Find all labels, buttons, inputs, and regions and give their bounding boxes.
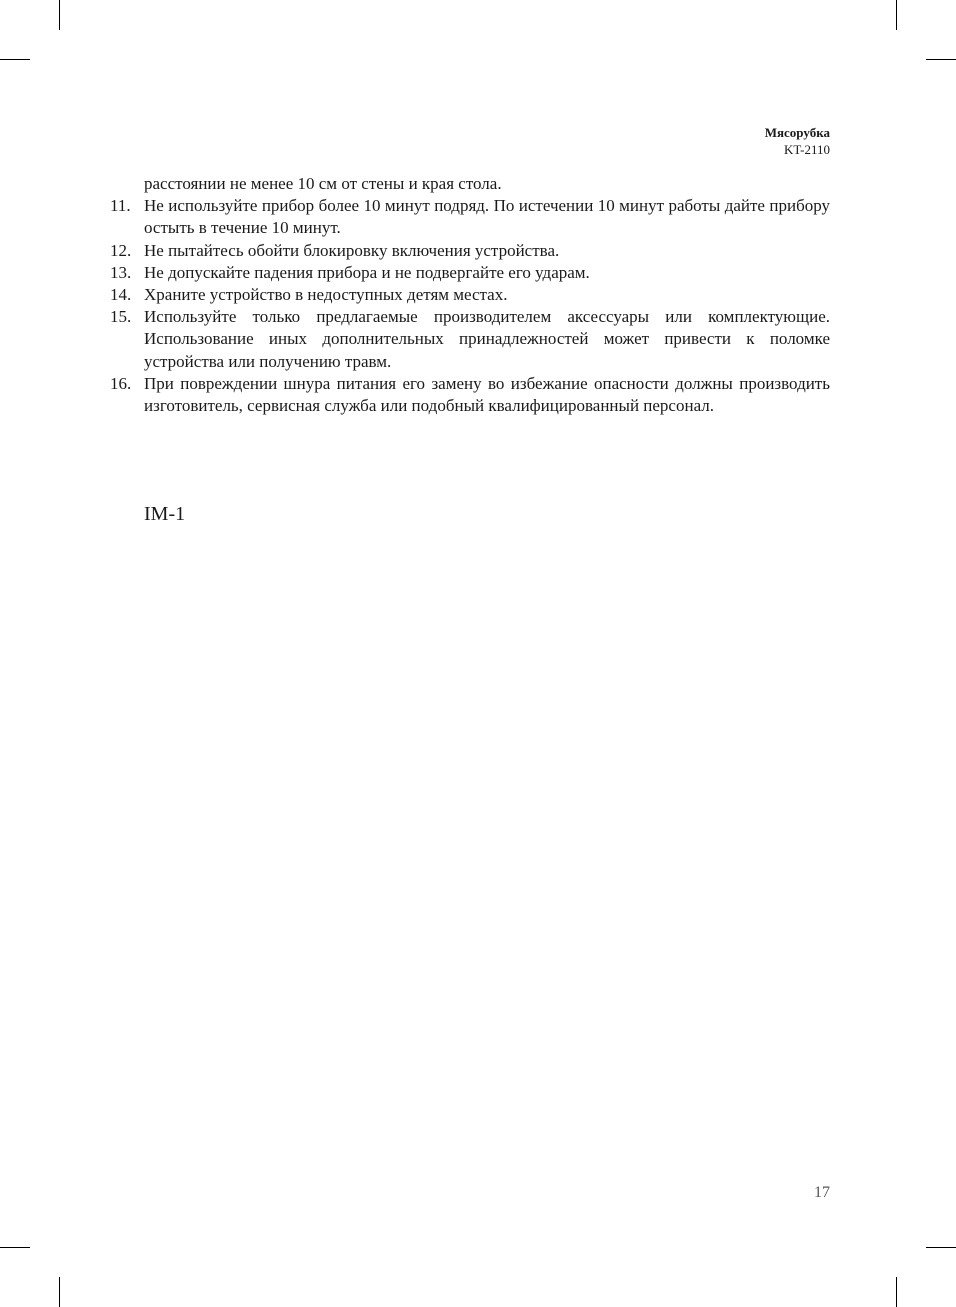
- crop-mark-bottom-left-h: [0, 1247, 30, 1248]
- crop-mark-bottom-right: [896, 1277, 897, 1307]
- page-header: [765, 124, 830, 158]
- item-number: 11.: [110, 196, 131, 216]
- page-number: 17: [814, 1184, 830, 1201]
- list-item: [110, 373, 830, 417]
- document-code: IM-1: [144, 503, 186, 525]
- model-number: KT-2110: [784, 142, 830, 157]
- crop-mark-top-left-h: [0, 59, 30, 60]
- item-number: 16.: [110, 373, 132, 393]
- item-text: Не допускайте падения прибора и не подвергайте его ударам.: [144, 262, 590, 282]
- product-title: Мясорубка: [764, 125, 830, 140]
- item-text: Не пытайтесь обойти блокировку включения устройства.: [144, 240, 560, 260]
- crop-mark-top-left: [59, 0, 60, 30]
- item-text: Не используйте прибор более 10 минут подряд. По истечении 10 минут работы дайте прибору остыть в течение 10 минут.: [144, 196, 830, 238]
- crop-mark-bottom-left: [59, 1277, 60, 1307]
- item-text: При повреждении шнура питания его замену во избежание опасности должны производить изготовитель, сервисная служба или подобный квалифицированный персонал.: [144, 373, 830, 416]
- item-number: 13.: [110, 262, 132, 282]
- continuation-text: расстоянии не менее 10 см от стены и края стола.: [144, 174, 502, 193]
- list-item: [110, 240, 830, 262]
- list-item: [110, 195, 830, 239]
- item-number: 15.: [110, 307, 132, 327]
- crop-mark-top-right: [896, 0, 897, 30]
- instructions-list: [110, 173, 830, 417]
- crop-mark-top-right-h: [926, 59, 956, 60]
- list-item: [110, 306, 830, 373]
- crop-mark-bottom-right-h: [926, 1247, 956, 1248]
- list-item: [110, 284, 830, 306]
- item-text: Используйте только предлагаемые производителем аксессуары или комплектующие. Использование иных дополнительных принадлежностей может привести к поломке устройства или получению травм.: [144, 307, 830, 371]
- list-item: [110, 262, 830, 284]
- item-number: 14.: [110, 285, 132, 305]
- item-text: Храните устройство в недоступных детям местах.: [144, 285, 508, 305]
- item-number: 12.: [110, 240, 132, 260]
